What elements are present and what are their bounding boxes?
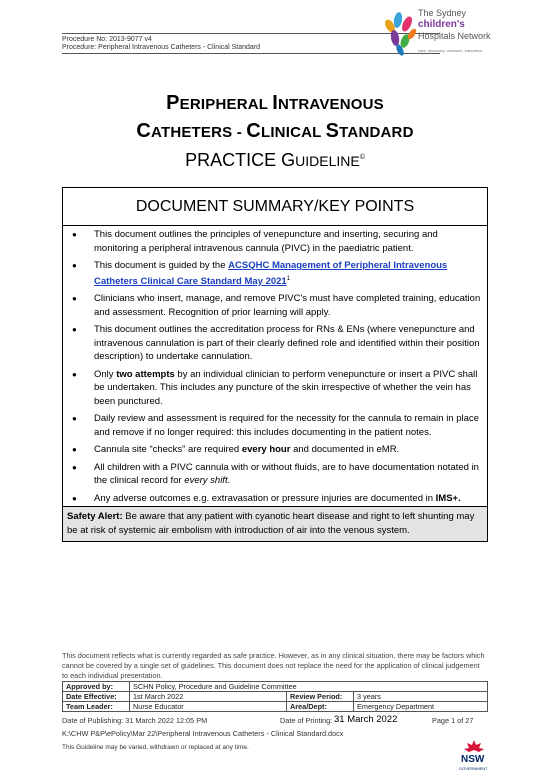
leader-label: Team Leader:	[63, 702, 130, 712]
summary-box	[62, 187, 488, 542]
publishing-date: Date of Publishing: 31 March 2022 12:05 PM	[62, 716, 208, 725]
summary-heading: DOCUMENT SUMMARY/KEY POINTS	[63, 188, 487, 226]
list-item: ● Only two attempts by an individual clinician to perform venepuncture or insert a PIVC shall be undertaken. This includes any puncture of the skin irrespective of whether the vein has been punctured.	[69, 368, 481, 409]
area-label: Area/Dept:	[287, 702, 354, 712]
list-item: ● Any adverse outcomes e.g. extravasation or pressure injuries are documented in IMS+.	[69, 492, 481, 506]
procedure-name: Procedure: Peripheral Intravenous Catheters - Clinical Standard	[62, 44, 261, 51]
list-item: ● All children with a PIVC cannula with or without fluids, are to have documentation notated in the clinical record for every shift.	[69, 461, 481, 488]
disclaimer: This document reflects what is currently regarded as safe practice. However, as in any clinical situation, there may be factors which cannot be covered by a single set of guidelines. This document does not replace the need for the application of clinical judgement to each individual presentation.	[62, 651, 485, 680]
effective-value: 1st March 2022	[130, 692, 287, 702]
printing-value: 31 March 2022	[334, 714, 398, 725]
nsw-logo-text: NSW	[461, 754, 485, 765]
logo-line-1: The Sydney	[418, 8, 467, 18]
nsw-government-text: GOVERNMENT	[459, 766, 488, 771]
effective-label: Date Effective:	[63, 692, 130, 702]
file-path: K:\CHW P&P\ePolicy\Mar 22\Peripheral Intravenous Catheters - Clinical Standard.docx	[62, 729, 344, 738]
approved-label: Approved by:	[63, 682, 130, 692]
logo-line-2: children's	[418, 19, 465, 30]
logo-tagline: care, advocacy, research, education	[418, 48, 482, 53]
approved-value: SCHN Policy, Procedure and Guideline Committee	[130, 682, 488, 692]
acsqhc-standard-link[interactable]: ACSQHC Management of Peripheral Intravenous Catheters Clinical Care Standard May 2021	[94, 260, 448, 287]
procedure-number: Procedure No: 2013-9077 v4	[62, 36, 152, 43]
printing-label: Date of Printing:	[280, 716, 333, 725]
key-points-list	[63, 226, 487, 505]
leader-value: Nurse Educator	[130, 702, 287, 712]
document-subtitle: PRACTICE GUIDELINE©	[185, 150, 365, 170]
list-item: ● Daily review and assessment is required for the necessity for the cannula to remain in place and remove if no longer required: this includes documenting in the patient notes.	[69, 412, 481, 439]
review-value: 3 years	[354, 692, 488, 702]
list-item: ● This document is guided by the ACSQHC Management of Peripheral Intravenous Catheters Clinical Care Standard May 2021$^1$	[69, 259, 481, 288]
logo-line-3: Hospitals Network	[418, 31, 491, 41]
list-item: ● This document outlines the accreditation process for RNs & ENs (where venepuncture and intravenous cannulation is part of their clearly defined role and identified within their position description) to undertake cannulation.	[69, 323, 481, 364]
list-item: ● Cannula site “checks” are required every hour and documented in eMR.	[69, 443, 481, 457]
footer-note: This Guideline may be varied, withdrawn or replaced at any time.	[62, 744, 249, 751]
page-number: Page 1 of 27	[432, 716, 474, 725]
review-label: Review Period:	[287, 692, 354, 702]
list-item: ● Clinicians who insert, manage, and remove PIVC's must have completed training, education and assessment. Recognition of prior learning will apply.	[69, 292, 481, 319]
document-title: PERIPHERAL INTRAVENOUS CATHETERS - CLINICAL STANDARD	[136, 92, 414, 142]
safety-alert: Safety Alert: Be aware that any patient with cyanotic heart disease and right to left shunting may be at risk of systemic air embolism with introduction of air into the venous system.	[63, 506, 487, 541]
document-meta-table	[62, 681, 488, 712]
list-item: ● This document outlines the principles of venepuncture and inserting, securing and monitoring a peripheral intravenous cannula (PIVC) in the paediatric patient.	[69, 228, 481, 255]
area-value: Emergency Department	[354, 702, 488, 712]
